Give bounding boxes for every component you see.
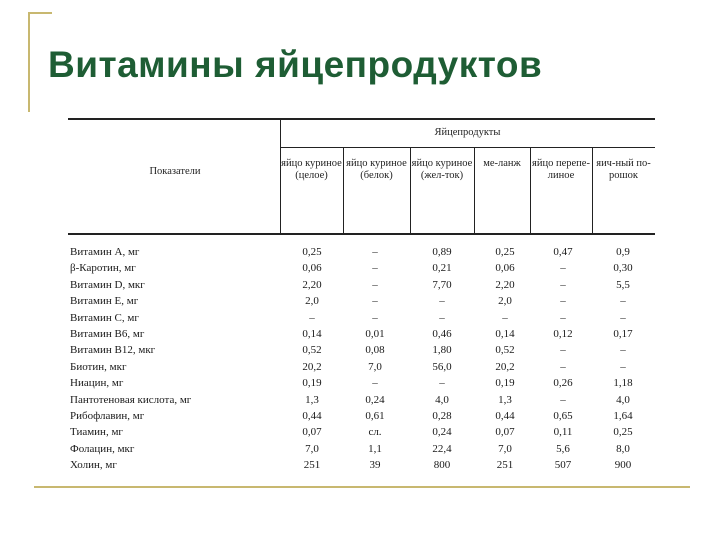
table-cell: – xyxy=(560,393,566,406)
table-cell: – xyxy=(372,246,378,258)
table-cell: 1,64 xyxy=(613,410,633,422)
table-cell: 0,14 xyxy=(302,328,322,340)
table-cell: 0,30 xyxy=(613,262,633,275)
table-cell: 0,07 xyxy=(302,426,322,439)
table-cell: 0,01 xyxy=(365,328,385,340)
table-cell: 0,19 xyxy=(302,377,322,390)
table-cell: – xyxy=(560,278,566,291)
group-header-rule xyxy=(280,147,655,148)
table-cell: 0,08 xyxy=(365,344,385,357)
table-cell: – xyxy=(560,344,566,357)
table-cell: 1,1 xyxy=(368,442,382,455)
table-cell: 0,07 xyxy=(495,426,515,439)
table-cell: 1,3 xyxy=(498,393,512,406)
table-cell: 22,4 xyxy=(432,442,452,455)
row-label: Витамин В6, мг xyxy=(70,328,145,340)
table-cell: 4,0 xyxy=(435,393,449,406)
column-header: яйцо куриное (жел-ток) xyxy=(411,158,473,181)
table-cell: 4,0 xyxy=(616,393,630,406)
accent-bottom-rule xyxy=(34,486,690,488)
row-label: Витамин D, мкг xyxy=(70,278,145,291)
table-cell: 0,06 xyxy=(302,262,322,275)
table-cell: 0,9 xyxy=(616,246,630,258)
table-cell: 20,2 xyxy=(495,360,515,373)
row-label: Холин, мг xyxy=(70,459,117,472)
table-cell: 0,46 xyxy=(432,328,452,340)
table-cell: 2,20 xyxy=(302,278,322,291)
row-label: Ниацин, мг xyxy=(70,377,124,390)
table-cell: – xyxy=(620,360,626,373)
column-header: яйцо куриное (белок) xyxy=(346,158,407,181)
table-cell: 5,6 xyxy=(556,442,570,455)
row-label: β-Каротин, мг xyxy=(70,262,136,275)
row-label: Витамин С, мг xyxy=(70,311,139,324)
table-cell: 251 xyxy=(303,459,321,472)
column-header: яйцо куриное (целое) xyxy=(281,158,342,181)
table-cell: 0,61 xyxy=(365,410,385,422)
table-cell: – xyxy=(620,295,626,308)
table-cell: – xyxy=(439,377,445,390)
table-cell: 20,2 xyxy=(302,360,322,373)
column-header: ме-ланж xyxy=(483,158,521,169)
table-top-rule xyxy=(68,118,655,120)
table-cell: – xyxy=(560,311,566,324)
table-cell: – xyxy=(372,295,378,308)
table-cell: 900 xyxy=(614,459,632,472)
column-header: яйцо перепе-линое xyxy=(532,158,590,181)
table-cell: 7,0 xyxy=(368,360,382,373)
table-cell: 0,44 xyxy=(302,410,322,422)
table-cell: – xyxy=(309,311,315,324)
table-cell: 2,0 xyxy=(498,295,512,308)
table-cell: 0,21 xyxy=(432,262,452,275)
row-label: Биотин, мкг xyxy=(70,360,127,373)
table-cell: 1,80 xyxy=(432,344,452,357)
table-cell: 0,28 xyxy=(432,410,452,422)
table-cell: 0,25 xyxy=(613,426,633,439)
table-cell: 56,0 xyxy=(432,360,452,373)
row-label: Рибофлавин, мг xyxy=(70,410,145,422)
table-cell: – xyxy=(620,344,626,357)
column-header: яич-ный по-рошок xyxy=(596,158,651,181)
table-cell: – xyxy=(372,377,378,390)
table-cell: 0,24 xyxy=(432,426,452,439)
table-cell: 2,0 xyxy=(305,295,319,308)
table-cell: сл. xyxy=(368,426,382,439)
table-cell: 0,52 xyxy=(495,344,515,357)
row-label: Витамин В12, мкг xyxy=(70,344,156,357)
table-cell: 0,25 xyxy=(495,246,515,258)
table-cell: 7,70 xyxy=(432,278,452,291)
table-cell: 2,20 xyxy=(495,278,515,291)
table-cell: – xyxy=(502,311,508,324)
table-cell: 1,3 xyxy=(305,393,319,406)
row-label: Тиамин, мг xyxy=(70,426,123,439)
table-cell: – xyxy=(560,295,566,308)
row-label: Пантотеновая кислота, мг xyxy=(70,393,192,406)
table-cell: – xyxy=(372,311,378,324)
table-cell: 1,18 xyxy=(613,377,633,390)
table-cell: – xyxy=(560,262,566,275)
table-cell: – xyxy=(439,311,445,324)
table-cell: 7,0 xyxy=(498,442,512,455)
table-cell: 0,14 xyxy=(495,328,515,340)
table-cell: 0,47 xyxy=(553,246,573,258)
table-cell: 0,17 xyxy=(613,328,633,340)
table-cell: 0,25 xyxy=(302,246,322,258)
row-label: Витамин А, мг xyxy=(70,246,140,258)
table-cell: 0,65 xyxy=(553,410,573,422)
table-cell: 251 xyxy=(496,459,514,472)
table-cell: – xyxy=(620,311,626,324)
table-cell: – xyxy=(372,278,378,291)
row-label: Фолацин, мкг xyxy=(70,442,135,455)
table-cell: 8,0 xyxy=(616,442,630,455)
table-cell: 0,11 xyxy=(553,426,573,439)
table-cell: 0,24 xyxy=(365,393,385,406)
table-cell: 0,89 xyxy=(432,246,452,258)
table-cell: 7,0 xyxy=(305,442,319,455)
row-label: Витамин Е, мг xyxy=(70,295,139,308)
table-cell: 39 xyxy=(369,459,381,472)
table-cell: 0,06 xyxy=(495,262,515,275)
table-cell: – xyxy=(560,360,566,373)
table-cell: – xyxy=(439,295,445,308)
slide-title: Витамины яйцепродуктов xyxy=(48,44,543,85)
table-cell: 0,12 xyxy=(553,328,573,340)
row-header-label: Показатели xyxy=(149,166,201,177)
table-cell: 5,5 xyxy=(616,278,630,291)
table-cell: 507 xyxy=(554,459,572,472)
group-header-label: Яйцепродукты xyxy=(434,127,501,138)
table-cell: – xyxy=(372,262,378,275)
table-cell: 0,52 xyxy=(302,344,322,357)
table-cell: 0,44 xyxy=(495,410,515,422)
header-bottom-rule xyxy=(68,233,655,235)
table-cell: 800 xyxy=(433,459,451,472)
table-cell: 0,26 xyxy=(553,377,573,390)
table-cell: 0,19 xyxy=(495,377,515,390)
